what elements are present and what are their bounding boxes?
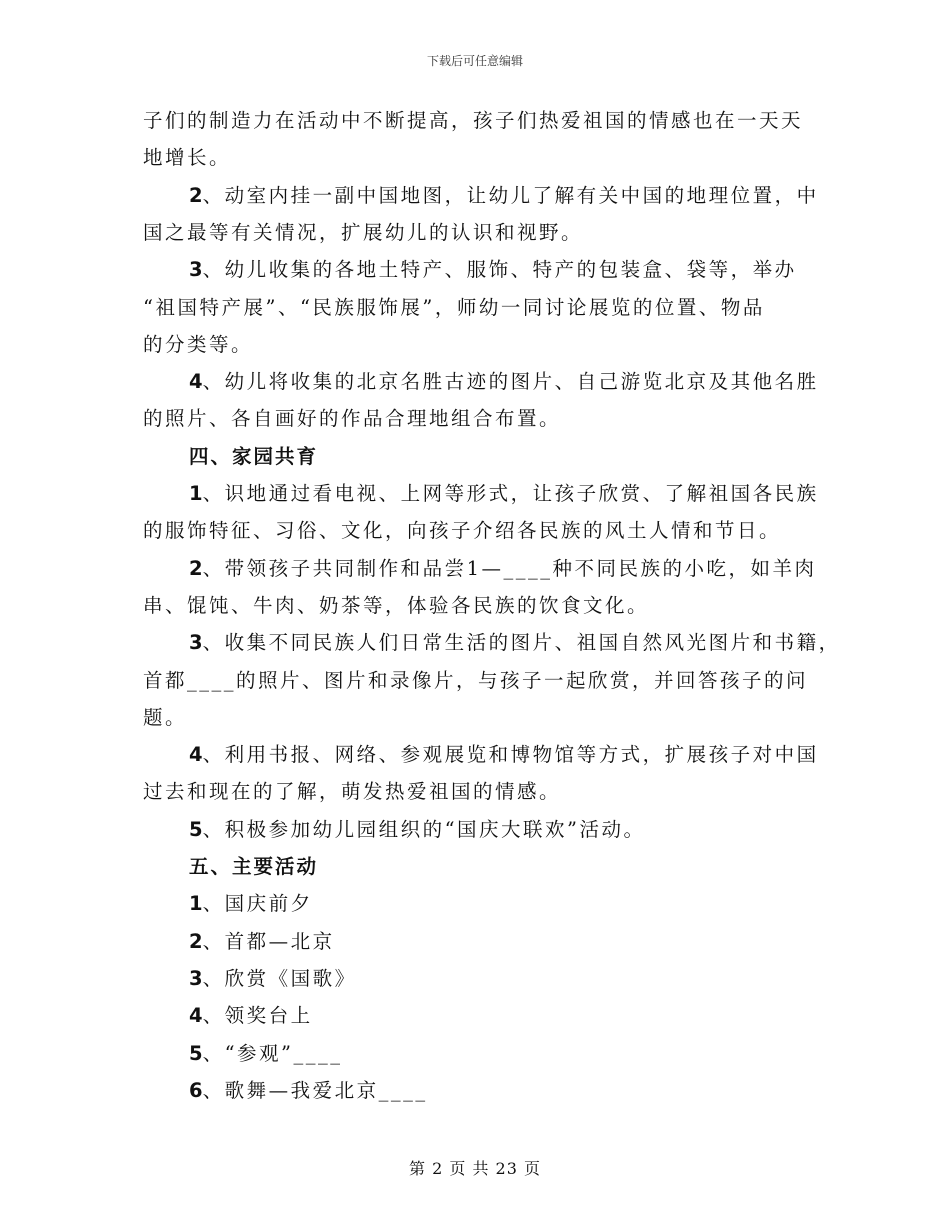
item-text: 、幼儿收集的各地土特产、服饰、特产的包装盒、袋等，举办 <box>202 258 797 282</box>
text-line <box>189 369 819 395</box>
item-number: 2 <box>189 183 203 207</box>
item-text: 、积极参加幼儿园组织的“国庆大联欢”活动。 <box>202 817 646 841</box>
item-number: 4 <box>189 743 203 767</box>
text-line <box>189 183 819 209</box>
item-text: 、欣赏《国歌》 <box>202 966 357 990</box>
item-number: 3 <box>189 258 203 282</box>
text-line: 国之最等有关情况，扩展幼儿的认识和视野。 <box>143 220 584 244</box>
item-text: 、利用书报、网络、参观展览和博物馆等方式，扩展孩子对中国 <box>202 743 819 767</box>
item-text: 、收集不同民族人们日常生活的图片、祖国自然风光图片和书籍， <box>202 631 841 655</box>
section-heading: 五、主要活动 <box>189 855 319 878</box>
item-number: 4 <box>189 1004 203 1028</box>
text-line <box>189 891 313 917</box>
text-line <box>189 1078 428 1104</box>
text-line: “祖国特产展”、“民族服饰展”，师幼一同讨论展览的位置、物品 <box>143 295 765 319</box>
text-line <box>189 257 797 283</box>
text-line: 串、馄饨、牛肉、奶茶等，体验各民族的饮食文化。 <box>143 593 650 617</box>
text-line: 首都____的照片、图片和录像片，与孩子一起欣赏，并回答孩子的问 <box>143 668 809 692</box>
item-number: 3 <box>189 966 203 990</box>
text-line: 题。 <box>143 705 188 729</box>
item-text: 、领奖台上 <box>202 1004 313 1028</box>
text-line: 的分类等。 <box>143 332 254 356</box>
text-line <box>189 742 819 768</box>
page-header: 下载后可任意编辑 <box>426 54 523 68</box>
item-text: 、幼儿将收集的北京名胜古迹的图片、自己游览北京及其他名胜 <box>202 370 819 394</box>
item-number: 5 <box>189 817 203 841</box>
item-number: 5 <box>189 1041 203 1065</box>
text-line <box>189 1041 343 1067</box>
item-text: 、首都—北京 <box>202 929 335 953</box>
section-heading: 四、家园共育 <box>189 444 319 468</box>
text-line: 过去和现在的了解，萌发热爱祖国的情感。 <box>143 780 562 804</box>
item-number: 2 <box>189 929 203 953</box>
item-text: 、识地通过看电视、上网等形式，让孩子欣赏、了解祖国各民族 <box>202 482 819 505</box>
item-text: 、国庆前夕 <box>202 892 313 916</box>
item-text: 、“参观”____ <box>202 1041 343 1065</box>
text-line: 子们的制造力在活动中不断提高，孩子们热爱祖国的情感也在一天天 <box>143 109 804 132</box>
item-number: 2 <box>189 556 203 580</box>
text-line <box>189 966 357 992</box>
text-line <box>189 817 646 843</box>
text-line <box>189 929 335 955</box>
item-number: 6 <box>189 1078 203 1102</box>
text-line: 的照片、各自画好的作品合理地组合布置。 <box>143 407 562 431</box>
item-number: 3 <box>189 631 203 655</box>
text-line <box>189 556 817 582</box>
item-number: 1 <box>189 482 203 505</box>
item-text: 、歌舞—我爱北京____ <box>202 1078 428 1102</box>
text-line: 的服饰特征、习俗、文化，向孩子介绍各民族的风土人情和节日。 <box>143 519 782 543</box>
item-text: 、动室内挂一副中国地图，让幼儿了解有关中国的地理位置，中 <box>202 183 819 207</box>
text-line <box>189 1003 313 1029</box>
text-line <box>189 630 841 656</box>
item-text: 、带领孩子共同制作和品尝1—____种不同民族的小吃，如羊肉 <box>202 556 817 580</box>
text-line: 地增长。 <box>143 146 232 170</box>
text-line <box>189 481 819 507</box>
item-number: 4 <box>189 370 203 394</box>
page-footer: 第 2 页 共 23 页 <box>409 1159 541 1178</box>
item-number: 1 <box>189 892 203 916</box>
